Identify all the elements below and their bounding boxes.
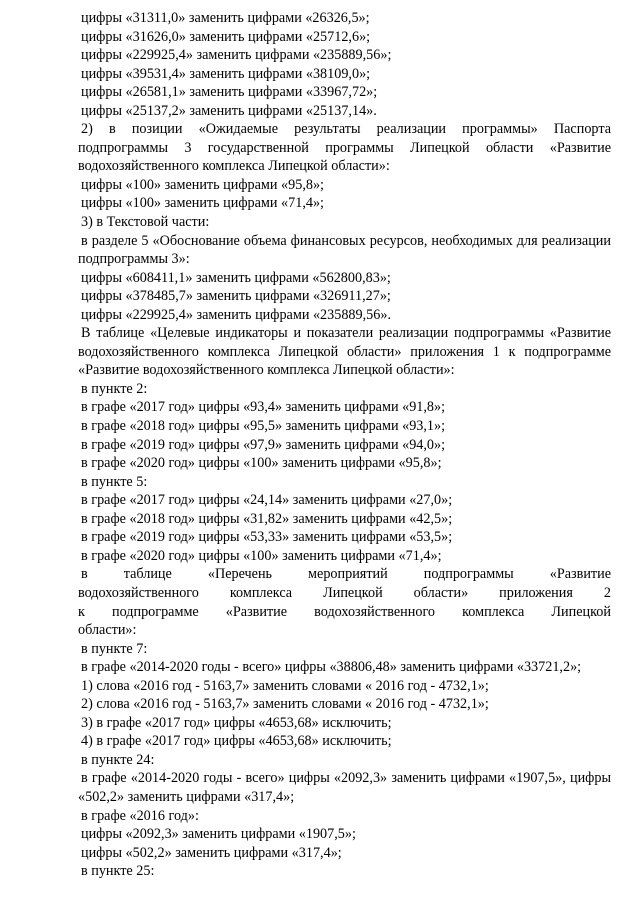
paragraph: в пункте 24: — [81, 751, 155, 768]
paragraph: в таблице «Перечень мероприятий подпрограммы «Развитие водохозяйственного комплекса Липецкой области» приложения 2 к подпрограмме «Развитие водохозяйственного комплекса Липецкой области»: — [78, 566, 611, 639]
paragraph: цифры «378485,7» заменить цифрами «326911,27»; — [81, 288, 391, 305]
paragraph: 2) слова «2016 год - 5163,7» заменить словами « 2016 год - 4732,1»; — [81, 696, 489, 713]
paragraph: в разделе 5 «Обоснование объема финансовых ресурсов, необходимых для реализации подпрограммы 3»: — [78, 232, 611, 268]
paragraph: цифры «2092,3» заменить цифрами «1907,5»; — [81, 826, 356, 843]
paragraph: цифры «608411,1» заменить цифрами «562800,83»; — [81, 269, 391, 286]
paragraph: в пункте 25: — [81, 863, 155, 880]
paragraph: в графе «2014-2020 годы - всего» цифры «38806,48» заменить цифрами «33721,2»; — [81, 659, 582, 676]
paragraph: в графе «2017 год» цифры «24,14» заменить цифрами «27,0»; — [81, 492, 453, 509]
paragraph: в графе «2020 год» цифры «100» заменить цифрами «71,4»; — [81, 547, 442, 564]
paragraph: в пункте 5: — [81, 473, 148, 490]
paragraph: цифры «25137,2» заменить цифрами «25137,14». — [81, 102, 377, 119]
paragraph: в пункте 7: — [81, 640, 148, 657]
paragraph: в графе «2016 год»: — [81, 807, 199, 824]
paragraph: цифры «31626,0» заменить цифрами «25712,6»; — [81, 28, 371, 45]
paragraph: в графе «2017 год» цифры «93,4» заменить цифрами «91,8»; — [81, 399, 446, 416]
paragraph: в графе «2018 год» цифры «95,5» заменить цифрами «93,1»; — [81, 418, 446, 435]
paragraph: цифры «26581,1» заменить цифрами «33967,72»; — [81, 84, 378, 101]
paragraph: цифры «100» заменить цифрами «95,8»; — [81, 176, 324, 193]
paragraph: 2) в позиции «Ожидаемые результаты реализации программы» Паспорта подпрограммы 3 государственной программы Липецкой области «Развитие водохозяйственного комплекса Липецкой области»: — [78, 121, 611, 175]
paragraph: в пункте 2: — [81, 380, 148, 397]
paragraph: цифры «39531,4» заменить цифрами «38109,0»; — [81, 65, 371, 82]
paragraph: цифры «502,2» заменить цифрами «317,4»; — [81, 844, 342, 861]
paragraph: цифры «31311,0» заменить цифрами «26326,5»; — [81, 10, 370, 26]
paragraph: в графе «2014-2020 годы - всего» цифры «2092,3» заменить цифрами «1907,5», цифры «502,2» заменить цифрами «317,4»; — [78, 770, 611, 805]
paragraph: в графе «2020 год» цифры «100» заменить цифрами «95,8»; — [81, 455, 442, 472]
paragraph: цифры «100» заменить цифрами «71,4»; — [81, 195, 324, 212]
paragraph: в графе «2019 год» цифры «53,33» заменить цифрами «53,5»; — [81, 529, 453, 546]
paragraph: 3) в графе «2017 год» цифры «4653,68» исключить; — [81, 714, 392, 731]
paragraph: в графе «2018 год» цифры «31,82» заменить цифрами «42,5»; — [81, 510, 453, 527]
paragraph: цифры «229925,4» заменить цифрами «235889,56». — [81, 306, 391, 323]
paragraph: В таблице «Целевые индикаторы и показатели реализации подпрограммы «Развитие водохозяйственного комплекса Липецкой области» приложения 1 к подпрограмме «Развитие водохозяйственного комплекса Липецкой области»: — [78, 325, 611, 379]
paragraph: 1) слова «2016 год - 5163,7» заменить словами « 2016 год - 4732,1»; — [81, 677, 489, 694]
document-page — [78, 9, 611, 881]
paragraph: цифры «229925,4» заменить цифрами «235889,56»; — [81, 47, 392, 64]
paragraph: 3) в Текстовой части: — [81, 214, 210, 231]
paragraph: 4) в графе «2017 год» цифры «4653,68» исключить; — [81, 733, 392, 750]
paragraph: в графе «2019 год» цифры «97,9» заменить цифрами «94,0»; — [81, 436, 446, 453]
